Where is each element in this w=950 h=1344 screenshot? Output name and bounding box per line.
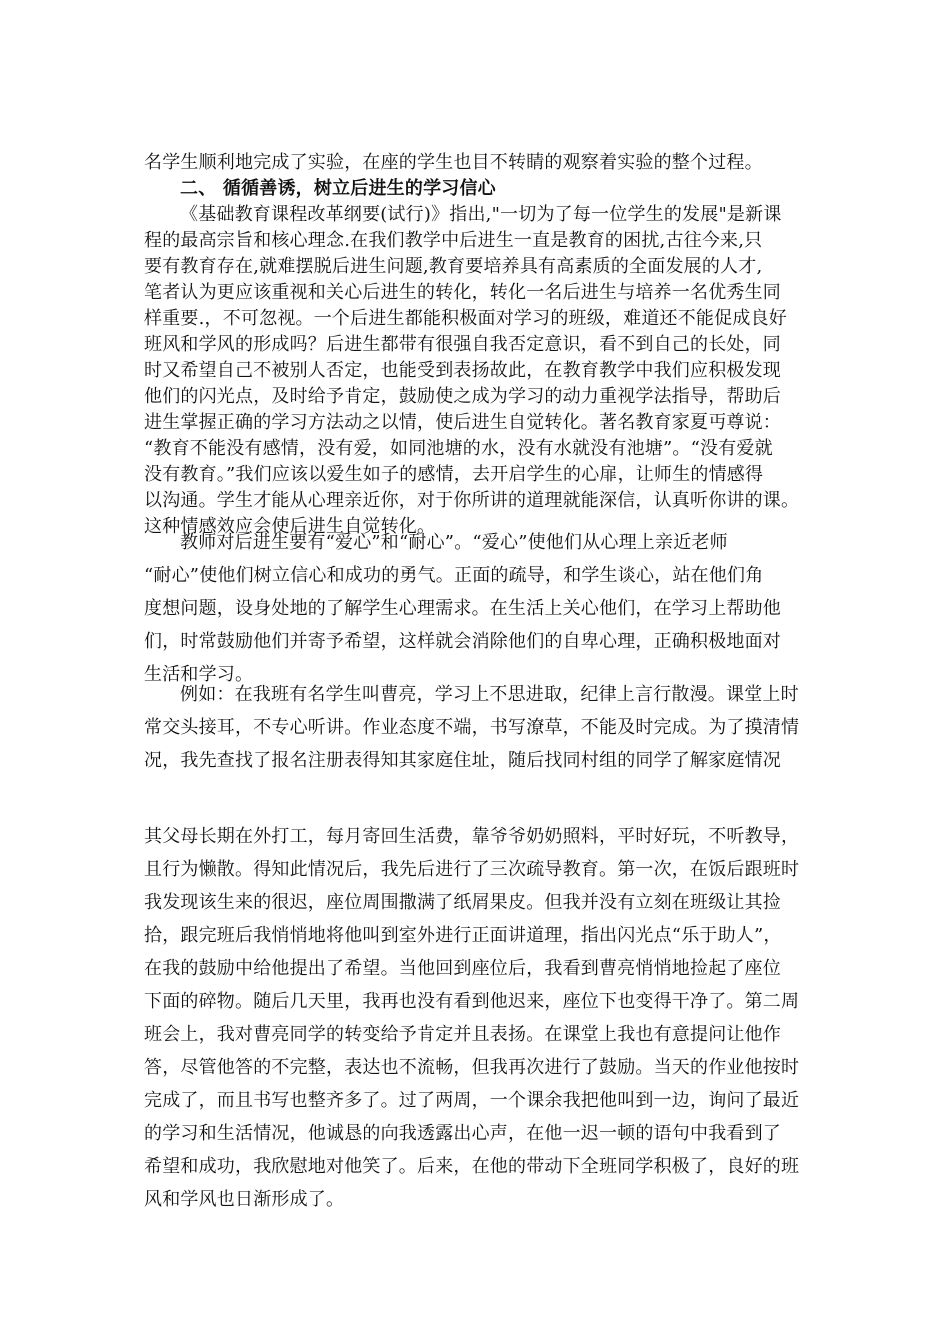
paragraph-line: 我发现该生来的很迟，座位周围撒满了纸屑果皮。但我并没有立刻在班级让其捡 [144, 892, 781, 913]
paragraph-line: 且行为懒散。得知此情况后，我先后进行了三次疏导教育。第一次，在饭后跟班时 [144, 859, 800, 880]
paragraph-line: 在我的鼓励中给他提出了希望。当他回到座位后，我看到曹亮悄悄地捡起了座位 [144, 958, 781, 979]
paragraph-line: “耐心”使他们树立信心和成功的勇气。正面的疏导，和学生谈心，站在他们角 [144, 565, 764, 586]
paragraph-line: 样重要.，不可忽视。一个后进生都能积极面对学习的班级，难道还不能促成良好 [144, 308, 787, 329]
paragraph-line: 拾，跟完班后我悄悄地将他叫到室外进行正面讲道理，指出闪光点“乐于助人”， [144, 925, 782, 946]
paragraph-4 [144, 820, 808, 1216]
paragraph-line: 要有教育存在,就难摆脱后进生问题,教育要培养具有高素质的全面发展的人才, [144, 256, 763, 277]
paragraph-line: 教师对后进生要有“爱心”和“耐心”。“爱心”使他们从心理上亲近老师 [180, 532, 728, 553]
paragraph-line: 况，我先查找了报名注册表得知其家庭住址，随后找同村组的同学了解家庭情况 [144, 750, 781, 771]
paragraph-line: 以沟通。学生才能从心理亲近你，对于你所讲的道理就能深信，认真听你讲的课。 [144, 490, 800, 511]
intro-section [144, 150, 808, 202]
paragraph-line: 下面的碎物。随后几天里，我再也没有看到他迟来，座位下也变得干净了。第二周 [144, 991, 800, 1012]
paragraph-line: 希望和成功，我欣慰地对他笑了。后来，在他的带动下全班同学积极了，良好的班 [144, 1156, 800, 1177]
paragraph-line: 其父母长期在外打工，每月寄回生活费，靠爷爷奶奶照料，平时好玩，不听教导， [144, 826, 800, 847]
paragraph-line: 们，时常鼓励他们并寄予希望，这样就会消除他们的自卑心理，正确积极地面对 [144, 631, 781, 652]
intro-line: 名学生顺利地完成了实验，在座的学生也目不转睛的观察着实验的整个过程。 [144, 152, 763, 173]
paragraph-line: 程的最高宗旨和核心理念.在我们教学中后进生一直是教育的困扰,古往今来,只 [144, 230, 763, 251]
paragraph-line: 进生掌握正确的学习方法动之以情，使后进生自觉转化。著名教育家夏丏尊说： [144, 412, 781, 433]
paragraph-line: 完成了，而且书写也整齐多了。过了两周，一个课余我把他叫到一边，询问了最近 [144, 1090, 800, 1111]
paragraph-line: 这种情感效应会使后进生自觉转化。 [144, 516, 436, 537]
paragraph-line: 班会上，我对曹亮同学的转变给予肯定并且表扬。在课堂上我也有意提问让他作 [144, 1024, 781, 1045]
paragraph-line: 《基础教育课程改革纲要(试行)》指出,"一切为了每一位学生的发展"是新课 [180, 204, 782, 225]
paragraph-line: 生活和学习。 [144, 664, 254, 685]
paragraph-line: 时又希望自己不被别人否定，也能受到表扬故此，在教育教学中我们应积极发现 [144, 360, 781, 381]
paragraph-line: 的学习和生活情况，他诚恳的向我透露出心声，在他一迟一顿的语句中我看到了 [144, 1123, 781, 1144]
paragraph-line: 没有教育。”我们应该以爱生如子的感情，去开启学生的心扉，让师生的情感得 [144, 464, 764, 485]
paragraph-line: 风和学风也日渐形成了。 [144, 1189, 345, 1210]
paragraph-line: 答，尽管他答的不完整，表达也不流畅，但我再次进行了鼓励。当天的作业他按时 [144, 1057, 800, 1078]
paragraph-line: 他们的闪光点，及时给予肯定，鼓励使之成为学习的动力重视学法指导，帮助后 [144, 386, 781, 407]
paragraph-line: “教育不能没有感情，没有爱，如同池塘的水，没有水就没有池塘”。“没有爱就 [144, 438, 773, 459]
paragraph-3 [144, 678, 808, 777]
paragraph-2 [144, 526, 808, 691]
paragraph-line: 笔者认为更应该重视和关心后进生的转化，转化一名后进生与培养一名优秀生同 [144, 282, 781, 303]
paragraph-line: 度想问题，设身处地的了解学生心理需求。在生活上关心他们，在学习上帮助他 [144, 598, 781, 619]
paragraph-1 [144, 202, 808, 540]
paragraph-line: 常交头接耳，不专心听讲。作业态度不端，书写潦草，不能及时完成。为了摸清情 [144, 717, 800, 738]
section-heading: 二、 循循善诱，树立后进生的学习信心 [180, 178, 496, 199]
paragraph-line: 例如：在我班有名学生叫曹亮，学习上不思进取，纪律上言行散漫。课堂上时 [180, 684, 799, 705]
paragraph-line: 班风和学风的形成吗？后进生都带有很强自我否定意识，看不到自己的长处，同 [144, 334, 781, 355]
